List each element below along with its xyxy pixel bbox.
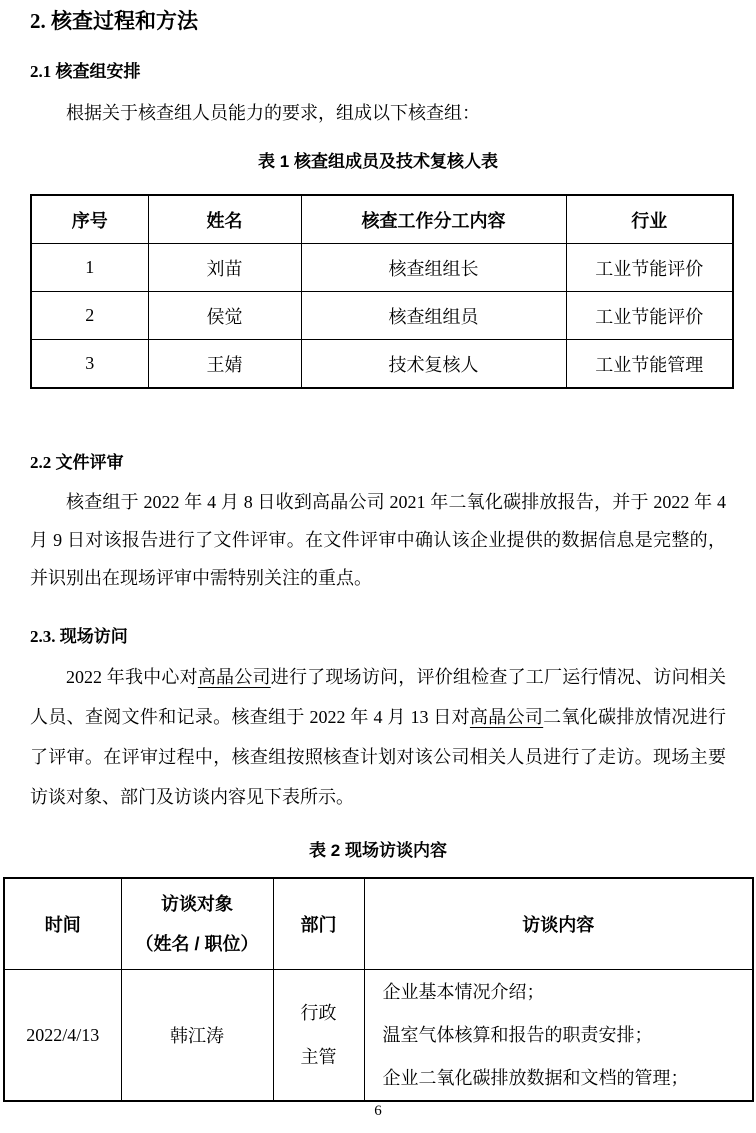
table-row	[31, 292, 733, 340]
table-row	[4, 970, 753, 1102]
column-header-interviewee-line2: （姓名 / 职位）	[135, 934, 259, 954]
table-row	[31, 244, 733, 292]
cell-index: 3	[31, 340, 148, 389]
column-header-content: 访谈内容	[364, 878, 753, 970]
column-header-role: 核查工作分工内容	[301, 195, 566, 244]
column-header-interviewee-line1: 访谈对象	[161, 894, 233, 914]
column-header-index: 序号	[31, 195, 148, 244]
paragraph-2-1: 根据关于核查组人员能力的要求，组成以下核查组：	[66, 103, 480, 123]
cell-index: 1	[31, 244, 148, 292]
column-header-department: 部门	[273, 878, 364, 970]
table2-caption: 表 2 现场访谈内容	[309, 841, 447, 860]
cell-department-line1: 行政	[300, 1003, 337, 1023]
cell-industry: 工业节能管理	[566, 340, 733, 389]
table-verification-team	[30, 194, 734, 389]
table1-header-row	[31, 195, 733, 244]
section-heading-2-3: 2.3. 现场访问	[30, 627, 128, 646]
table-site-interviews	[3, 877, 754, 1102]
cell-industry: 工业节能评价	[566, 244, 733, 292]
cell-interviewee: 韩江涛	[121, 970, 273, 1102]
interview-content-line: 企业基本情况介绍；	[382, 981, 545, 1002]
column-header-time: 时间	[4, 878, 121, 970]
cell-index: 2	[31, 292, 148, 340]
cell-role: 核查组组长	[301, 244, 566, 292]
cell-department	[273, 970, 364, 1102]
cell-time: 2022/4/13	[4, 970, 121, 1102]
page-number: 6	[374, 1103, 382, 1119]
cell-name: 王婧	[148, 340, 301, 389]
section-heading-2: 2. 核查过程和方法	[30, 9, 198, 33]
cell-role: 技术复核人	[301, 340, 566, 389]
section-heading-2-1: 2.1 核查组安排	[30, 62, 141, 81]
cell-industry: 工业节能评价	[566, 292, 733, 340]
interview-content-line: 企业二氧化碳排放数据和文档的管理；	[382, 1067, 689, 1088]
column-header-interviewee	[121, 878, 273, 970]
cell-department-line2: 主管	[300, 1047, 337, 1067]
cell-name: 刘苗	[148, 244, 301, 292]
paragraph-2-3: 2022 年我中心对高晶公司进行了现场访问，评价组检查了工厂运行情况、访问相关人员、查阅文件和记录。核查组于 2022 年 4 月 13 日对高晶公司二氧化碳排放情况进行了评审。在评审过程中，核查组按照核查计划对该公司相关人员进行了走访。现场主要访谈对象、部门及访谈内容见下表所示。	[30, 667, 727, 807]
paragraph-2-2: 核查组于 2022 年 4 月 8 日收到高晶公司 2021 年二氧化碳排放报告，并于 2022 年 4 月 9 日对该报告进行了文件评审。在文件评审中确认该企业提供的数据信息是完整的，并识别出在现场评审中需特别关注的重点。	[30, 492, 726, 588]
table2-header-row	[4, 878, 753, 970]
section-heading-2-2: 2.2 文件评审	[30, 453, 124, 472]
table1-caption: 表 1 核查组成员及技术复核人表	[258, 152, 498, 171]
cell-interview-content	[364, 970, 753, 1102]
interview-content-line: 温室气体核算和报告的职责安排；	[382, 1024, 653, 1045]
cell-role: 核查组组员	[301, 292, 566, 340]
column-header-industry: 行业	[566, 195, 733, 244]
column-header-name: 姓名	[148, 195, 301, 244]
table-row	[31, 340, 733, 389]
cell-name: 侯觉	[148, 292, 301, 340]
